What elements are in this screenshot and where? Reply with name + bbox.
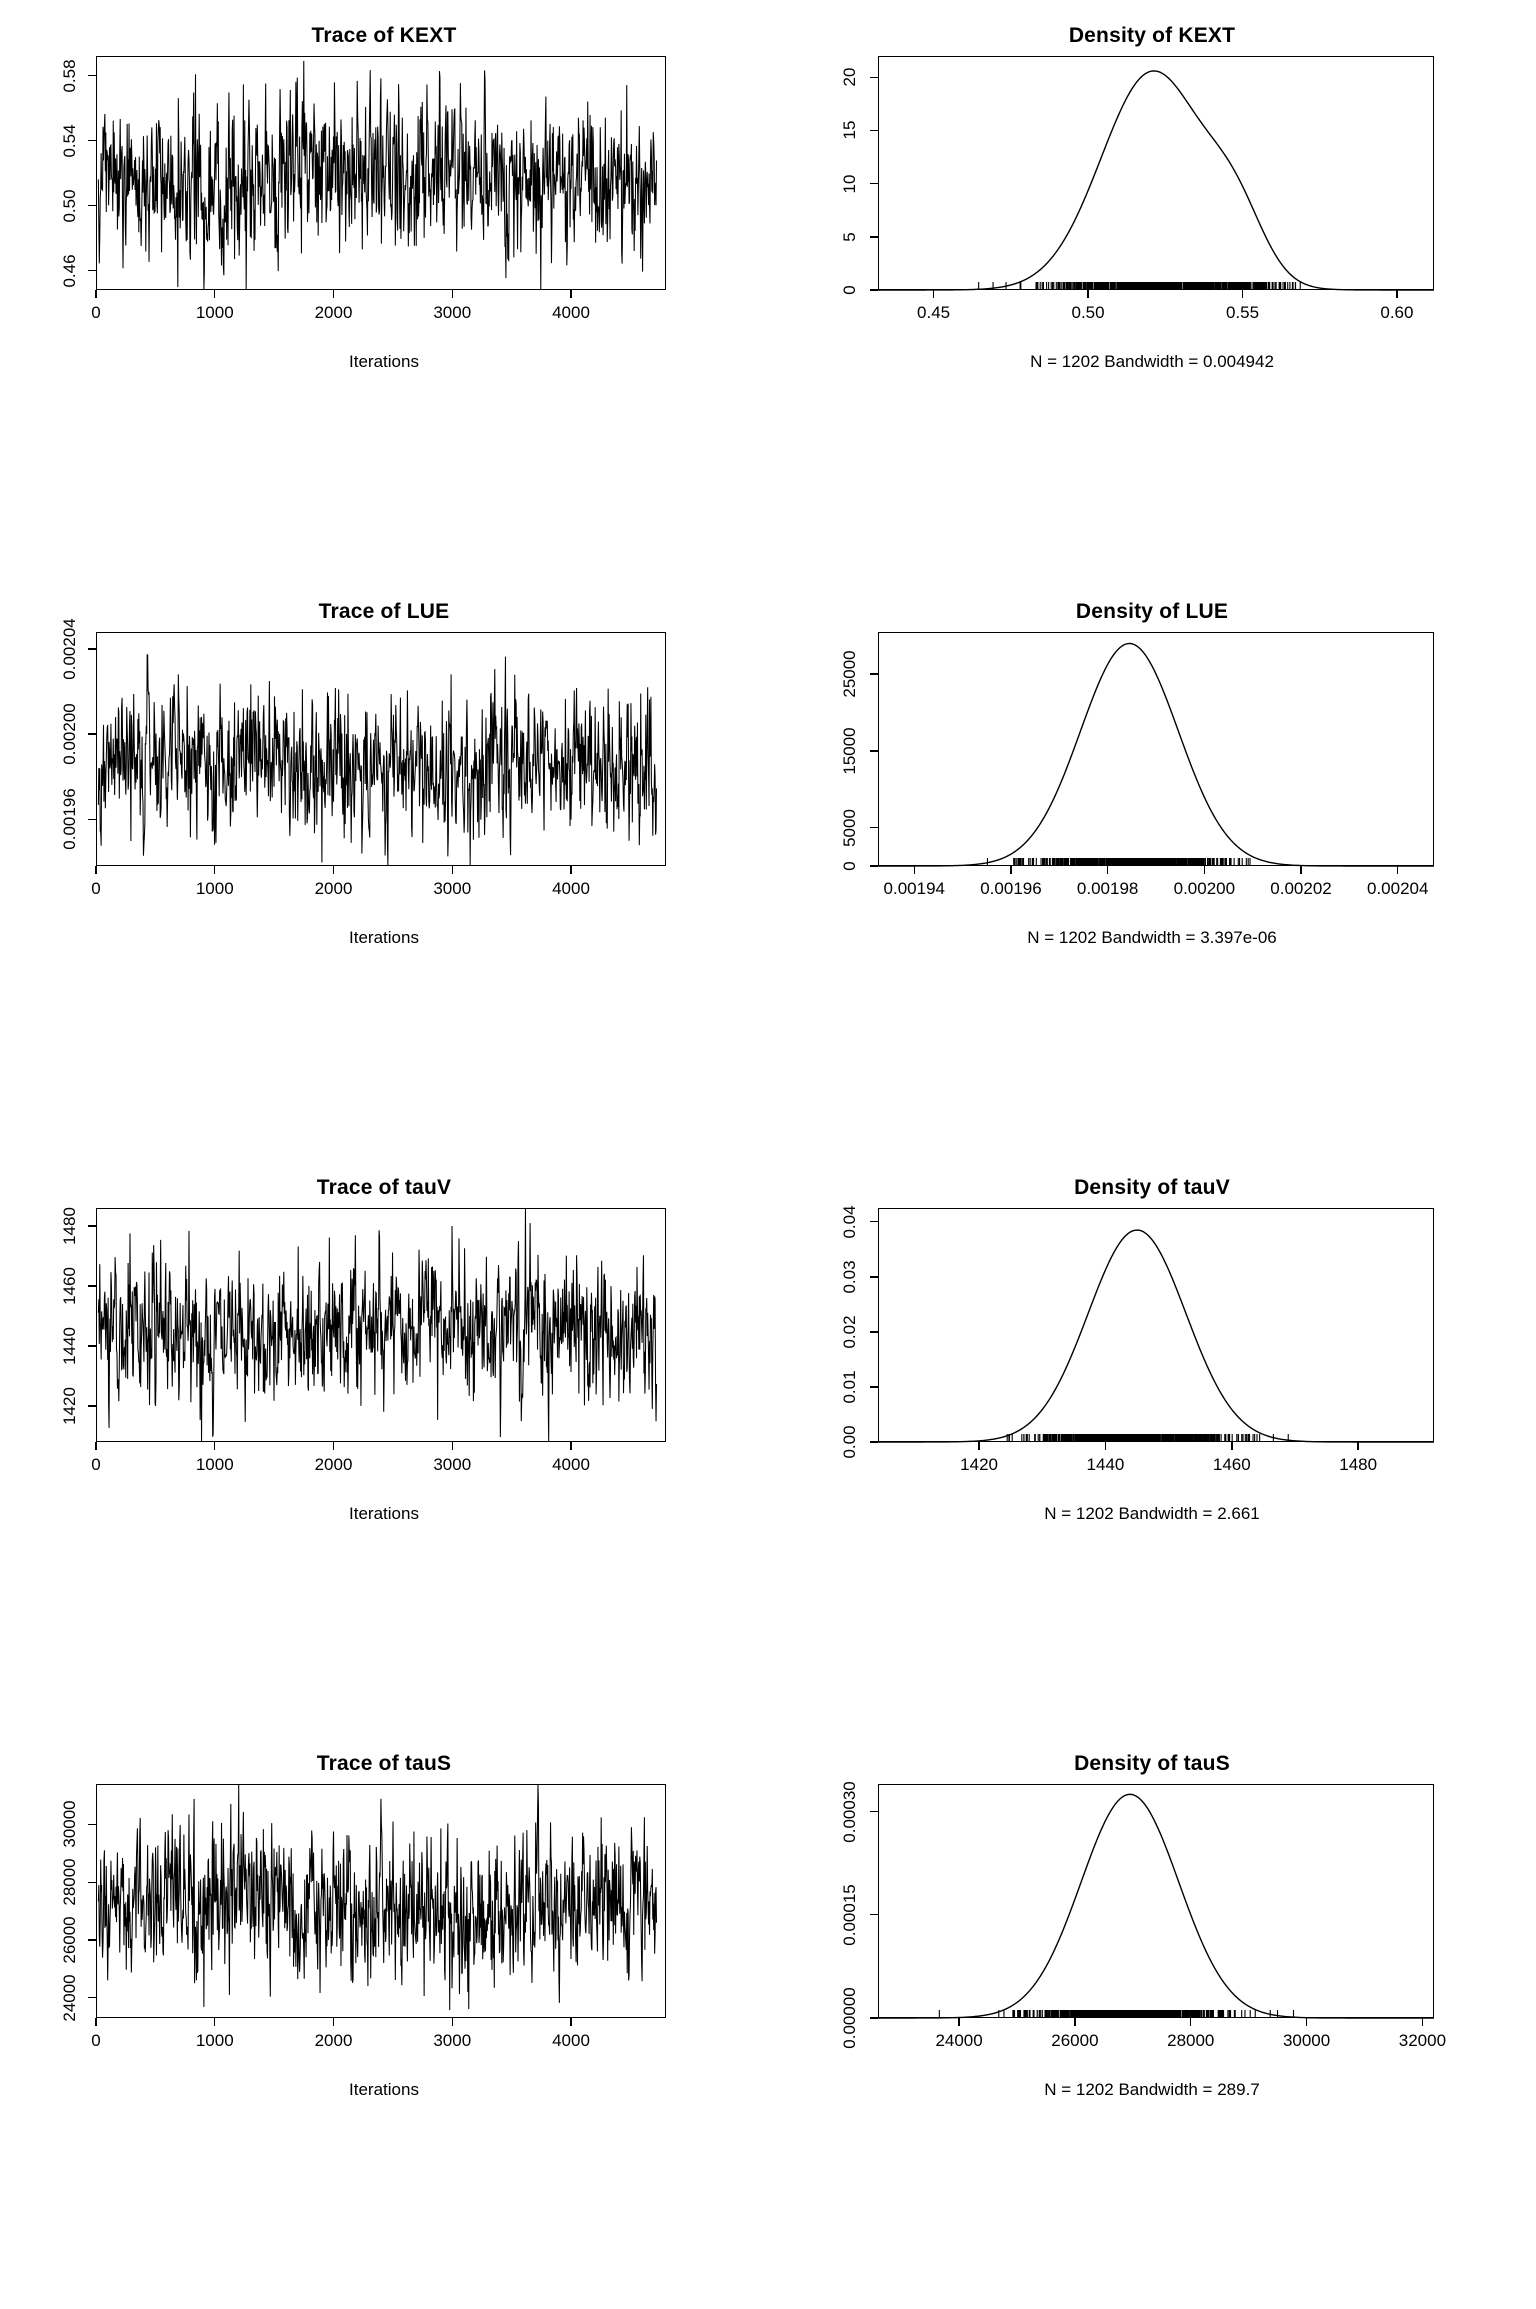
y-tick bbox=[870, 183, 878, 184]
x-tick bbox=[1087, 290, 1088, 298]
x-tick-label: 0.60 bbox=[1380, 303, 1414, 322]
x-tick bbox=[95, 1442, 96, 1450]
trace-plot-area bbox=[96, 1208, 666, 1442]
trace-title: Trace of KEXT bbox=[311, 24, 457, 47]
y-tick bbox=[870, 673, 878, 674]
trace-panel bbox=[0, 576, 768, 1152]
y-tick bbox=[870, 827, 878, 828]
y-tick bbox=[88, 1882, 96, 1883]
y-tick-label: 15000 bbox=[840, 727, 859, 775]
y-tick bbox=[88, 1824, 96, 1825]
x-tick bbox=[452, 866, 453, 874]
x-tick bbox=[914, 866, 915, 874]
y-tick-label: 15 bbox=[840, 120, 859, 140]
x-tick bbox=[978, 1442, 979, 1450]
y-tick bbox=[88, 733, 96, 734]
x-tick-label: 2000 bbox=[314, 303, 353, 322]
y-tick bbox=[88, 1285, 96, 1286]
density-plot-area bbox=[878, 632, 1434, 866]
y-tick-label: 0.00200 bbox=[60, 703, 79, 765]
x-tick-label: 0 bbox=[91, 2031, 101, 2050]
x-tick bbox=[570, 866, 571, 874]
x-tick-label: 1000 bbox=[195, 303, 234, 322]
y-tick-label: 0.00015 bbox=[840, 1884, 859, 1946]
x-tick bbox=[1204, 866, 1205, 874]
parameter-row-3 bbox=[0, 1728, 1536, 2304]
x-tick-label: 4000 bbox=[552, 879, 590, 898]
x-tick-label: 0 bbox=[91, 303, 101, 322]
x-tick-label: 1000 bbox=[195, 1455, 234, 1474]
x-tick bbox=[1422, 2018, 1423, 2026]
x-tick-label: 0.00196 bbox=[980, 879, 1042, 898]
x-axis-title: Iterations bbox=[349, 2080, 419, 2099]
trace-title: Trace of tauV bbox=[316, 1176, 452, 1199]
x-tick bbox=[1306, 2018, 1307, 2026]
y-tick-label: 0.46 bbox=[60, 253, 79, 288]
y-tick bbox=[870, 1811, 878, 1812]
trace-panel bbox=[0, 1728, 768, 2304]
x-tick bbox=[1074, 2018, 1075, 2026]
density-title: Density of LUE bbox=[1075, 600, 1229, 623]
x-tick bbox=[1010, 866, 1011, 874]
y-tick bbox=[870, 1914, 878, 1915]
y-tick-label: 0 bbox=[840, 861, 859, 871]
x-tick-label: 24000 bbox=[935, 2031, 983, 2050]
x-tick bbox=[933, 290, 934, 298]
x-tick bbox=[1357, 1442, 1358, 1450]
x-tick-label: 0.00200 bbox=[1173, 879, 1236, 898]
x-tick bbox=[452, 2018, 453, 2026]
x-tick bbox=[214, 1442, 215, 1450]
x-tick-label: 28000 bbox=[1167, 2031, 1215, 2050]
x-tick-label: 1480 bbox=[1339, 1455, 1378, 1474]
x-tick bbox=[214, 290, 215, 298]
x-tick-label: 0.00194 bbox=[883, 879, 945, 898]
density-panel bbox=[768, 1728, 1536, 2304]
density-caption: N = 1202 Bandwidth = 0.004942 bbox=[1030, 352, 1274, 371]
x-tick bbox=[1107, 866, 1108, 874]
x-tick-label: 30000 bbox=[1282, 2031, 1331, 2050]
y-tick bbox=[88, 1225, 96, 1226]
parameter-row-1 bbox=[0, 576, 1536, 1152]
x-tick bbox=[1396, 290, 1397, 298]
y-tick-label: 0.03 bbox=[840, 1260, 859, 1294]
x-tick bbox=[1300, 866, 1301, 874]
x-tick bbox=[214, 2018, 215, 2026]
parameter-row-0 bbox=[0, 0, 1536, 576]
y-tick-label: 0.02 bbox=[840, 1315, 859, 1349]
x-tick-label: 4000 bbox=[552, 1455, 590, 1474]
density-title: Density of tauS bbox=[1074, 1752, 1230, 1775]
x-tick bbox=[570, 290, 571, 298]
trace-plot-area bbox=[96, 56, 666, 290]
x-tick bbox=[452, 1442, 453, 1450]
x-tick-label: 2000 bbox=[314, 879, 353, 898]
x-axis-title: Iterations bbox=[349, 1504, 419, 1523]
y-tick-label: 1440 bbox=[60, 1327, 79, 1365]
x-tick bbox=[1231, 1442, 1232, 1450]
y-tick-label: 5000 bbox=[840, 808, 859, 847]
x-axis-title: Iterations bbox=[349, 928, 419, 947]
y-tick-label: 0.00 bbox=[840, 1425, 859, 1459]
y-tick bbox=[870, 1386, 878, 1387]
y-tick-label: 5 bbox=[840, 232, 859, 242]
y-tick bbox=[88, 75, 96, 76]
y-tick-label: 0.00196 bbox=[60, 788, 79, 850]
density-panel bbox=[768, 1152, 1536, 1728]
density-title: Density of KEXT bbox=[1068, 24, 1236, 47]
density-plot-area bbox=[878, 1208, 1434, 1442]
x-tick-label: 0.00198 bbox=[1076, 879, 1139, 898]
density-caption: N = 1202 Bandwidth = 289.7 bbox=[1044, 2080, 1260, 2099]
y-tick-label: 0.00204 bbox=[60, 618, 79, 680]
x-tick-label: 0.00202 bbox=[1270, 879, 1332, 898]
y-tick bbox=[870, 77, 878, 78]
y-tick-label: 26000 bbox=[60, 1916, 79, 1964]
y-tick bbox=[88, 1939, 96, 1940]
trace-panel bbox=[0, 1152, 768, 1728]
y-tick-label: 0.58 bbox=[60, 58, 79, 93]
trace-title: Trace of LUE bbox=[318, 600, 450, 623]
x-tick-label: 0 bbox=[91, 1455, 101, 1474]
density-plot-area bbox=[878, 1784, 1434, 2018]
y-tick bbox=[870, 865, 878, 866]
trace-plot-area bbox=[96, 1784, 666, 2018]
x-tick-label: 3000 bbox=[433, 879, 472, 898]
parameter-row-2 bbox=[0, 1152, 1536, 1728]
trace-plot-area bbox=[96, 632, 666, 866]
y-tick-label: 0 bbox=[840, 285, 859, 295]
x-tick bbox=[1105, 1442, 1106, 1450]
x-tick-label: 1460 bbox=[1212, 1455, 1251, 1474]
x-tick bbox=[95, 866, 96, 874]
x-tick bbox=[95, 2018, 96, 2026]
density-panel bbox=[768, 576, 1536, 1152]
y-tick bbox=[870, 1331, 878, 1332]
y-tick-label: 0.00000 bbox=[840, 1987, 859, 2049]
x-tick-label: 3000 bbox=[433, 303, 472, 322]
x-tick bbox=[452, 290, 453, 298]
x-tick-label: 2000 bbox=[314, 1455, 353, 1474]
y-tick bbox=[88, 1997, 96, 1998]
y-tick-label: 1420 bbox=[60, 1387, 79, 1425]
x-tick-label: 0.00204 bbox=[1367, 879, 1429, 898]
x-tick bbox=[333, 866, 334, 874]
x-tick bbox=[95, 290, 96, 298]
y-tick bbox=[88, 140, 96, 141]
x-tick bbox=[333, 1442, 334, 1450]
x-tick-label: 1420 bbox=[960, 1455, 998, 1474]
x-tick-label: 3000 bbox=[433, 1455, 472, 1474]
density-title: Density of tauV bbox=[1074, 1176, 1230, 1199]
y-tick bbox=[88, 270, 96, 271]
y-tick-label: 1480 bbox=[60, 1207, 79, 1245]
x-tick bbox=[570, 2018, 571, 2026]
x-tick bbox=[570, 1442, 571, 1450]
y-tick bbox=[88, 819, 96, 820]
y-tick-label: 30000 bbox=[60, 1800, 79, 1849]
y-tick bbox=[870, 2017, 878, 2018]
x-axis-title: Iterations bbox=[349, 352, 419, 371]
density-plot-area bbox=[878, 56, 1434, 290]
y-tick bbox=[88, 1345, 96, 1346]
x-tick-label: 4000 bbox=[552, 2031, 590, 2050]
x-tick-label: 3000 bbox=[433, 2031, 472, 2050]
y-tick bbox=[870, 236, 878, 237]
y-tick-label: 24000 bbox=[60, 1974, 79, 2022]
y-tick-label: 10 bbox=[840, 174, 859, 194]
y-tick-label: 25000 bbox=[840, 650, 859, 698]
x-tick bbox=[1397, 866, 1398, 874]
y-tick bbox=[88, 1405, 96, 1406]
x-tick-label: 1440 bbox=[1086, 1455, 1125, 1474]
x-tick bbox=[1242, 290, 1243, 298]
y-tick bbox=[870, 1221, 878, 1222]
y-tick bbox=[870, 750, 878, 751]
y-tick bbox=[870, 1276, 878, 1277]
x-tick bbox=[333, 2018, 334, 2026]
y-tick-label: 20 bbox=[840, 67, 859, 87]
y-tick-label: 0.00030 bbox=[840, 1780, 859, 1843]
x-tick-label: 0.50 bbox=[1071, 303, 1105, 322]
y-tick-label: 28000 bbox=[60, 1858, 79, 1906]
y-tick bbox=[870, 130, 878, 131]
y-tick-label: 0.54 bbox=[60, 123, 79, 158]
x-tick-label: 0 bbox=[91, 879, 101, 898]
density-panel bbox=[768, 0, 1536, 576]
x-tick-label: 0.45 bbox=[917, 303, 951, 322]
density-caption: N = 1202 Bandwidth = 3.397e-06 bbox=[1027, 928, 1277, 947]
x-tick bbox=[1190, 2018, 1191, 2026]
density-caption: N = 1202 Bandwidth = 2.661 bbox=[1044, 1504, 1260, 1523]
y-tick-label: 0.01 bbox=[840, 1370, 859, 1404]
trace-title: Trace of tauS bbox=[316, 1752, 452, 1775]
x-tick bbox=[958, 2018, 959, 2026]
y-tick-label: 0.50 bbox=[60, 188, 79, 223]
x-tick-label: 32000 bbox=[1398, 2031, 1447, 2050]
y-tick bbox=[88, 648, 96, 649]
y-tick bbox=[870, 289, 878, 290]
x-tick-label: 1000 bbox=[195, 2031, 234, 2050]
y-tick bbox=[870, 1441, 878, 1442]
y-tick-label: 1460 bbox=[60, 1267, 79, 1305]
x-tick-label: 2000 bbox=[314, 2031, 353, 2050]
x-tick-label: 1000 bbox=[195, 879, 234, 898]
x-tick-label: 0.55 bbox=[1225, 303, 1260, 322]
x-tick-label: 26000 bbox=[1051, 2031, 1099, 2050]
y-tick bbox=[88, 205, 96, 206]
x-tick bbox=[333, 290, 334, 298]
trace-panel bbox=[0, 0, 768, 576]
x-tick bbox=[214, 866, 215, 874]
x-tick-label: 4000 bbox=[552, 303, 590, 322]
y-tick-label: 0.04 bbox=[840, 1205, 859, 1239]
